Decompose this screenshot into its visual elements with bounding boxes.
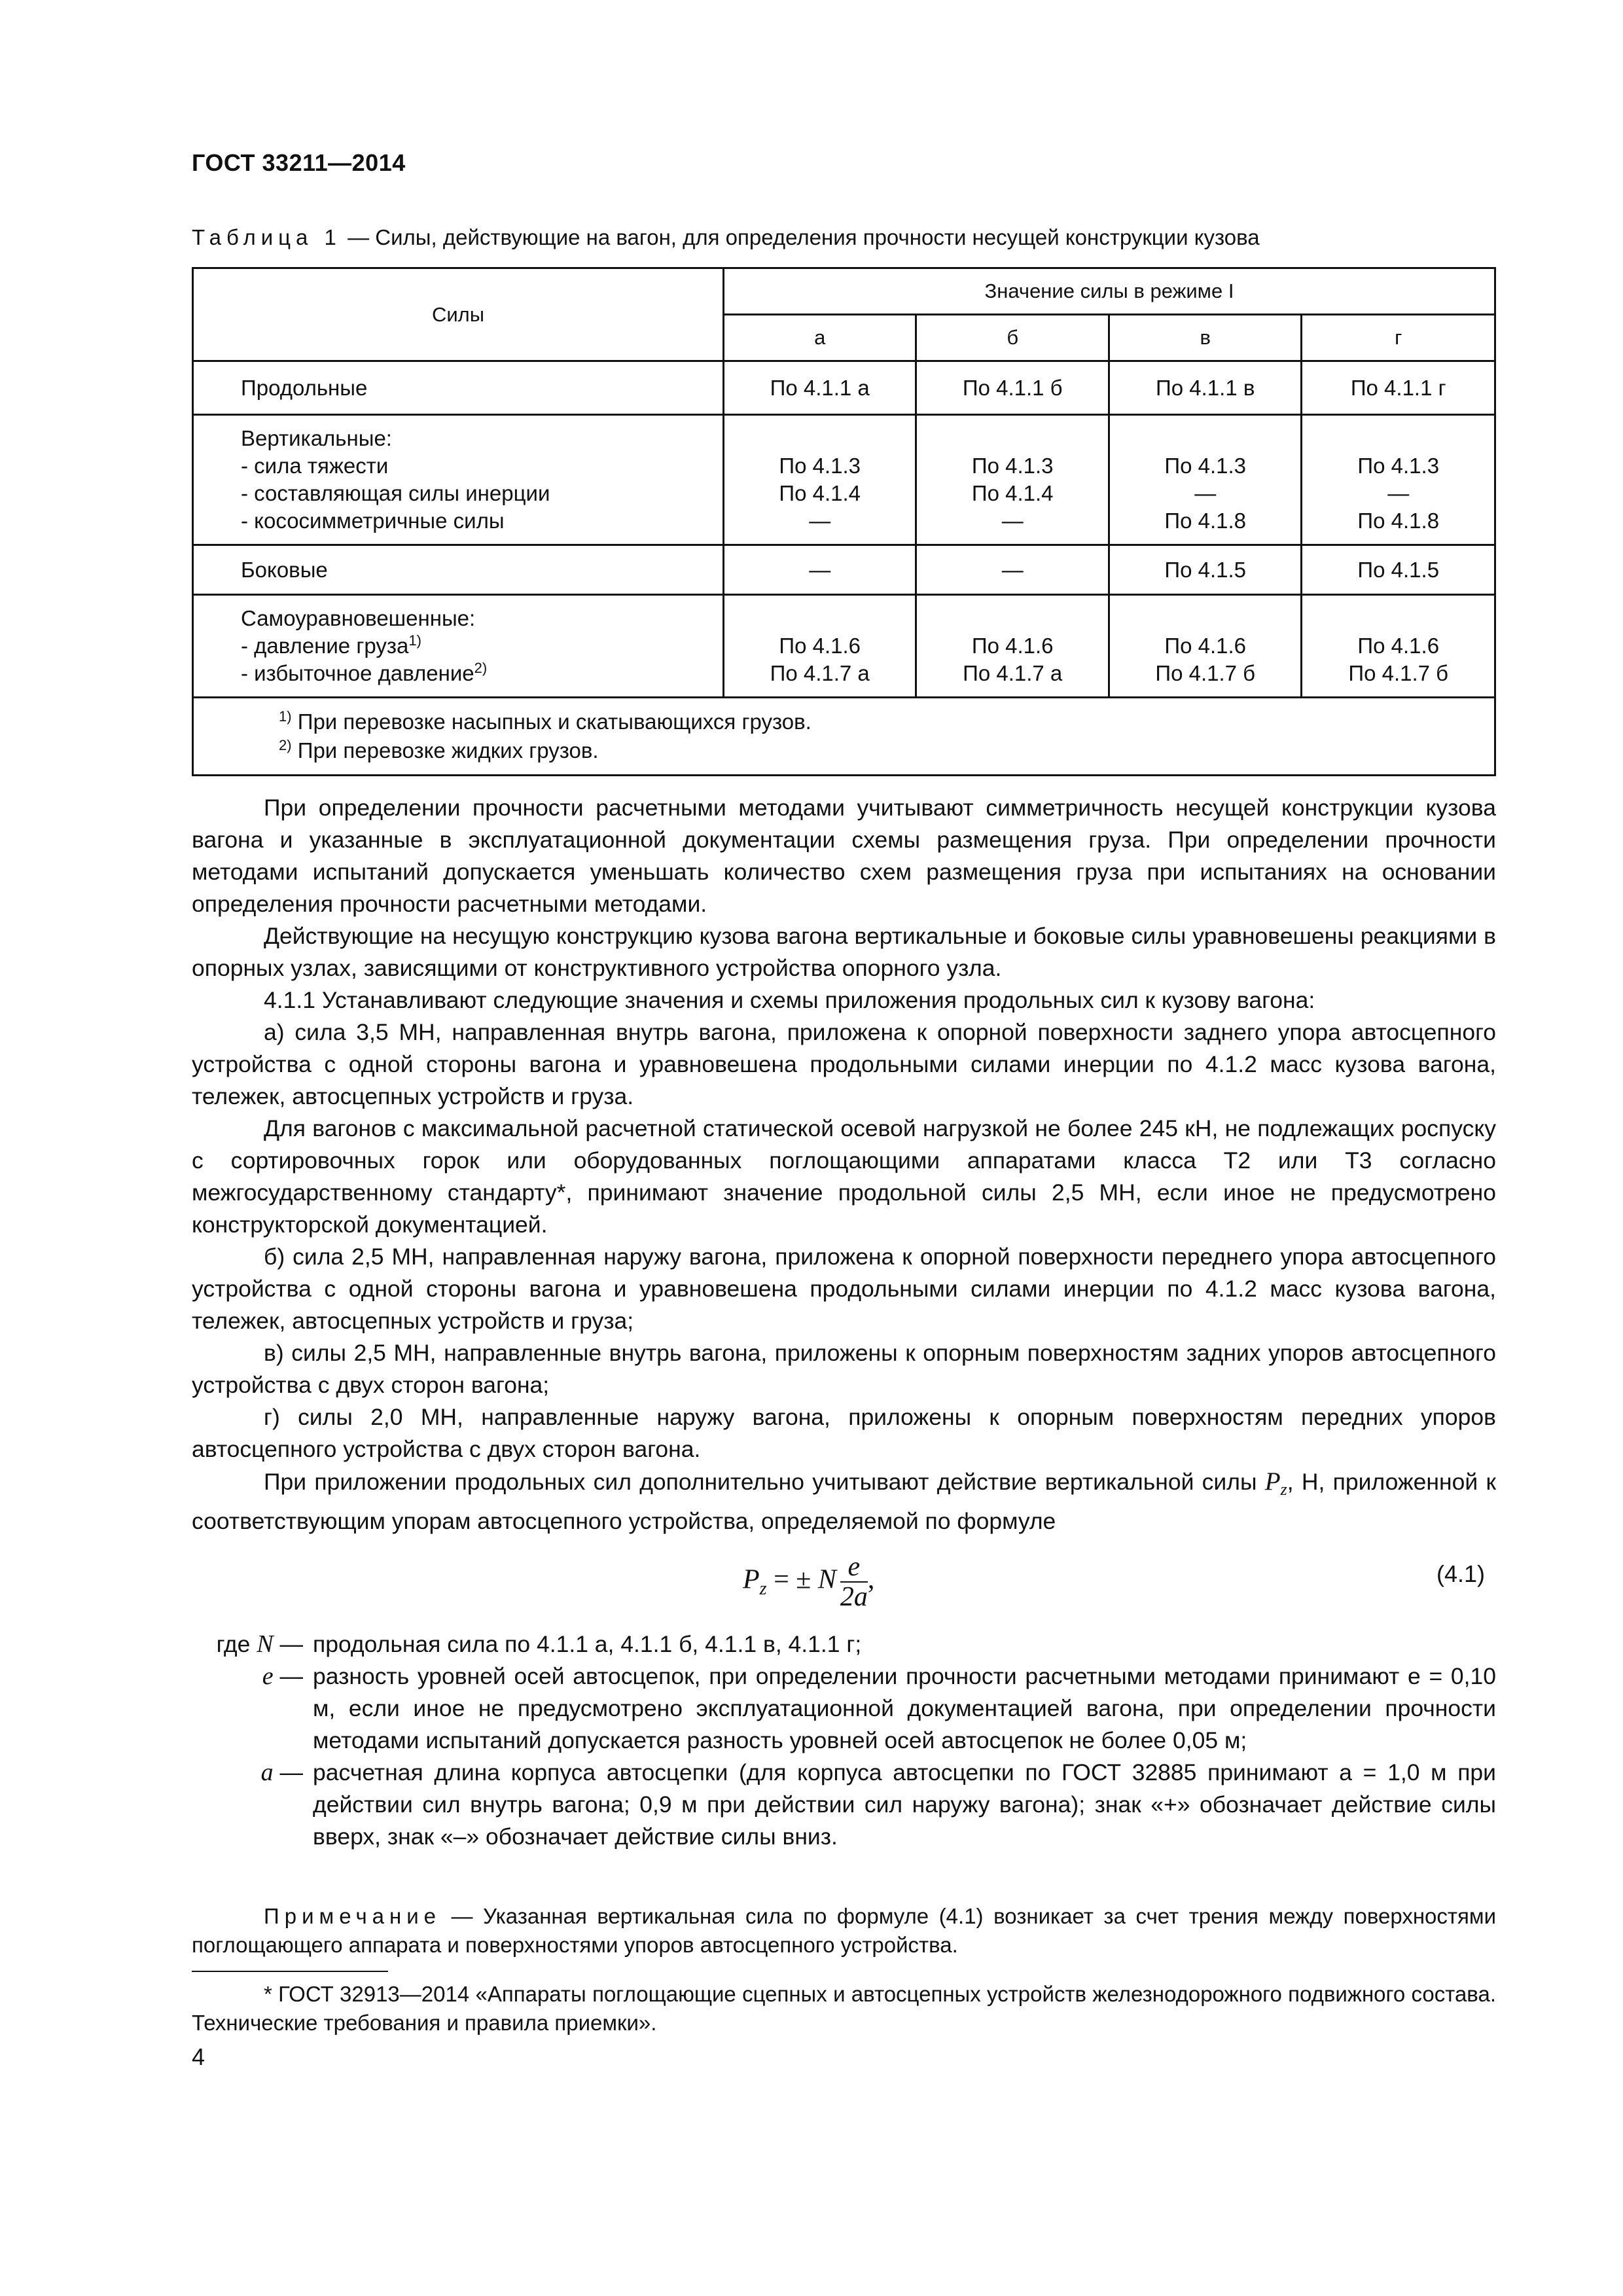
note-label: Примечание [264, 1904, 442, 1928]
table-caption-label: Таблица 1 [192, 225, 342, 249]
table-row [193, 361, 1495, 415]
table-cell: По 4.1.1 б [916, 361, 1109, 415]
table-cell: — [916, 545, 1109, 595]
paragraph: При определении прочности расчетными методами учитывают симметричность несущей конструкции кузова вагона и указанные в эксплуатационной документации схемы размещения груза. При определении прочности методами испытаний допускается уменьшать количество схем размещения груза при испытаниях на основании определения прочности расчетными методами. [192, 795, 1496, 917]
col-header-mode: б [916, 315, 1109, 361]
table-cell: По 4.1.6 По 4.1.7 б [1109, 595, 1302, 698]
legend-item: где N — продольная сила по 4.1.1 а, 4.1.1 б, 4.1.1 в, 4.1.1 г; [216, 1630, 862, 1658]
table-notes-row [193, 698, 1495, 776]
note [192, 1902, 1496, 1960]
note-text: — Указанная вертикальная сила по формуле (4.1) возникает за счет трения между поверхностями поглощающего аппарата и поверхностями упоров автосцепного устройства. [192, 1904, 1496, 1957]
col-header-mode: в [1109, 315, 1302, 361]
paragraph: Действующие на несущую конструкцию кузова вагона вертикальные и боковые силы уравновешены реакциями в опорных узлах, зависящими от конструктивного устройства опорного узла. [192, 923, 1496, 981]
paragraph: Для вагонов с максимальной расчетной статической осевой нагрузкой не более 245 кН, не подлежащих роспуску с сортировочных горок или оборудованных поглощающими аппаратами класса Т2 или Т3 согласно межгосударственному стандарту*, принимают значение продольной силы 2,5 МН, если иное не предусмотрено конструкторской документацией. [192, 1115, 1496, 1238]
footnote-divider [192, 1971, 388, 1972]
table-caption [192, 225, 1260, 250]
table-note: $^{1)}$ При перевозке насыпных и скатывающихся грузов. [279, 708, 812, 734]
table-cell: По 4.1.3 По 4.1.4 — [723, 415, 916, 545]
standard-header: ГОСТ 33211—2014 [192, 149, 406, 176]
table-cell: По 4.1.5 [1302, 545, 1495, 595]
formula: $P_z$ = ± N $\frac{e}{2a}$ , [743, 1552, 875, 1612]
main-text [192, 792, 1496, 1537]
col-header-mode-group: Значение силы в режиме I [723, 268, 1495, 315]
table-cell: По 4.1.3 — По 4.1.8 [1109, 415, 1302, 545]
paragraph: б) сила 2,5 МН, направленная наружу вагона, приложена к опорной поверхности переднего упора автосцепного устройства с одной стороны вагона и уравновешена продольными силами инерции по 4.1.2 масс кузова вагона, тележек, автосцепных устройств и груза; [192, 1244, 1496, 1334]
formula-legend [192, 1628, 1496, 1853]
table-row [193, 415, 1495, 545]
col-header-mode: г [1302, 315, 1495, 361]
row-name: Самоуравновешенные: - давление груза$^{1)}$ - избыточное давление$^{2)}$ [193, 595, 724, 698]
col-header-mode: а [723, 315, 916, 361]
formula-number: (4.1) [1436, 1560, 1486, 1587]
legend-item: е — разность уровней осей автосцепок, при определении прочности расчетными методами принимают е = 0,10 м, если иное не предусмотрено эксплуатационной документацией вагона, при определении прочности методами испытаний допускается разность уровней осей автосцепок не более 0,05 м; [262, 1662, 1496, 1753]
forces-table [192, 267, 1496, 776]
table-caption-text: — Силы, действующие на вагон, для определения прочности несущей конструкции кузова [341, 225, 1260, 249]
paragraph: в) силы 2,5 МН, направленные внутрь вагона, приложены к опорным поверхностям задних упоров автосцепного устройства с двух сторон вагона; [192, 1340, 1496, 1398]
page-number: 4 [192, 2043, 205, 2070]
table-cell: — [723, 545, 916, 595]
paragraph: При приложении продольных сил дополнительно учитывают действие вертикальной силы $P_z$, Н, приложенной к соответствующим упорам автосцепного устройства, определяемой по формуле [192, 1467, 1496, 1535]
table-cell: По 4.1.6 По 4.1.7 б [1302, 595, 1495, 698]
table-row [193, 545, 1495, 595]
table-cell: По 4.1.5 [1109, 545, 1302, 595]
footnote: * ГОСТ 32913—2014 «Аппараты поглощающие сцепных и автосцепных устройств железнодорожного подвижного состава. Технические требования и правила приемки». [192, 1982, 1496, 2035]
row-name: Вертикальные: - сила тяжести - составляющая силы инерции - кососимметричные силы [193, 415, 724, 545]
col-header-forces: Силы [193, 268, 724, 361]
table-row [193, 595, 1495, 698]
legend-item: а — расчетная длина корпуса автосцепки (для корпуса автосцепки по ГОСТ 32885 принимают а = 1,0 м при действии сил внутрь вагона; 0,9 м при действии сил наружу вагона); знак «+» обозначает действие силы вверх, знак «–» обозначает действие силы вниз. [260, 1759, 1496, 1850]
row-name: Продольные [193, 361, 724, 415]
table-cell: По 4.1.6 По 4.1.7 а [723, 595, 916, 698]
paragraph: а) сила 3,5 МН, направленная внутрь вагона, приложена к опорной поверхности заднего упора автосцепного устройства с одной стороны вагона и уравновешена продольными силами инерции по 4.1.2 масс кузова вагона, тележек, автосцепных устройств и груза. [192, 1019, 1496, 1109]
paragraph: г) силы 2,0 МН, направленные наружу вагона, приложены к опорным поверхностям передних упоров автосцепного устройства с двух сторон вагона. [192, 1404, 1496, 1462]
table-cell: По 4.1.6 По 4.1.7 а [916, 595, 1109, 698]
table-cell: По 4.1.3 — По 4.1.8 [1302, 415, 1495, 545]
table-cell: По 4.1.1 в [1109, 361, 1302, 415]
table-cell: По 4.1.3 По 4.1.4 — [916, 415, 1109, 545]
table-cell: По 4.1.1 а [723, 361, 916, 415]
table-notes [193, 698, 1495, 776]
row-name: Боковые [193, 545, 724, 595]
table-cell: По 4.1.1 г [1302, 361, 1495, 415]
section-heading: 4.1.1 Устанавливают следующие значения и схемы приложения продольных сил к кузову вагона: [264, 987, 1315, 1013]
table-note: $^{2)}$ При перевозке жидких грузов. [279, 737, 599, 762]
